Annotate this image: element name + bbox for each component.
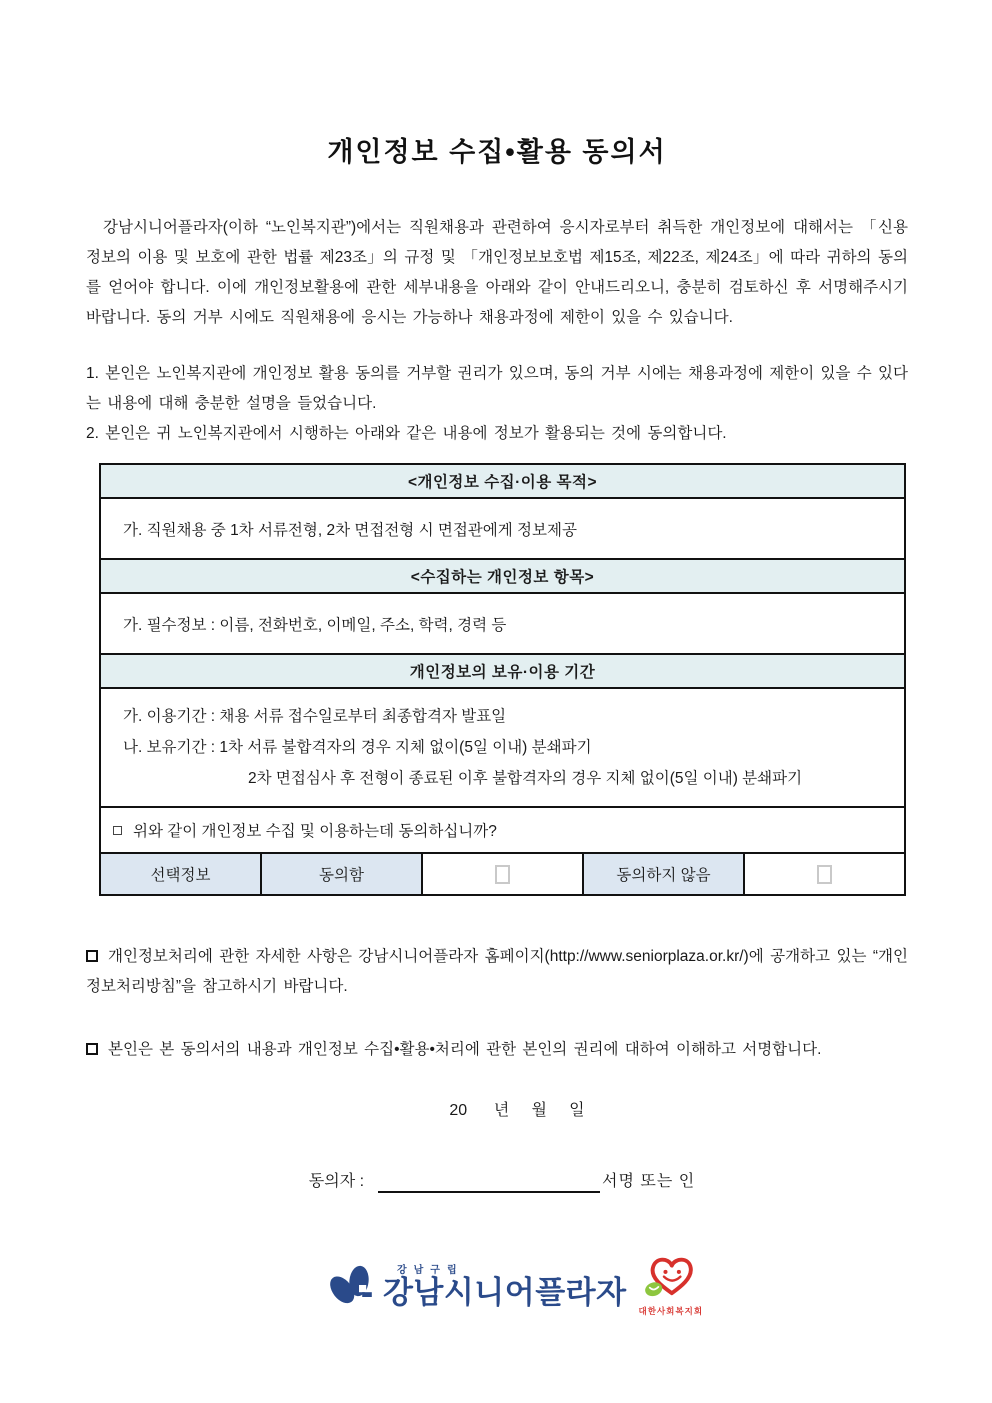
consent-question-row [100, 807, 905, 853]
footnote-signature-statement-text: 본인은 본 동의서의 내용과 개인정보 수집•활용•처리에 관한 본인의 권리에 대하여 이해하고 서명합니다. [108, 1041, 822, 1058]
footnote-signature-statement [86, 1035, 908, 1065]
agree-checkbox-cell[interactable] [422, 853, 583, 895]
disagree-checkbox[interactable] [817, 865, 832, 884]
table-cell-retention [100, 688, 905, 807]
notice-item-2: 2. 본인은 귀 노인복지관에서 시행하는 아래와 같은 내용에 정보가 활용되는 것에 동의합니다. [86, 425, 727, 442]
option-category-cell: 선택정보 [100, 853, 261, 895]
heart-smile-icon [642, 1253, 700, 1305]
page-title: 개인정보 수집•활용 동의서 [327, 137, 667, 167]
signature-field[interactable] [378, 1171, 600, 1193]
retention-line-1: 가. 이용기간 : 채용 서류 접수일로부터 최종합격자 발표일 [123, 708, 507, 725]
table-header-purpose: <개인정보 수집·이용 목적> [100, 464, 905, 498]
agree-checkbox[interactable] [495, 865, 510, 884]
gangnam-senior-plaza-logo-icon [327, 1254, 375, 1316]
bullet-square-icon [86, 1043, 98, 1055]
consent-table [99, 463, 906, 896]
disagree-checkbox-cell[interactable] [744, 853, 905, 895]
option-disagree-label-cell: 동의하지 않음 [583, 853, 744, 895]
logo-org-label: 대한사회복지회 [638, 1306, 704, 1316]
footnote-privacy-policy-text: 개인정보처리에 관한 자세한 사항은 강남시니어플라자 홈페이지(http://www.seniorplaza.or.kr/)에 공개하고 있는 “개인정보처리방침”을 참고하시기 바랍니다. [86, 948, 908, 995]
retention-line-3: 2차 면접심사 후 전형이 종료된 이후 불합격자의 경우 지체 없이(5일 이내) 분쇄파기 [248, 770, 803, 787]
intro-paragraph: 강남시니어플라자(이하 “노인복지관”)에서는 직원채용과 관련하여 응시자로부터 취득한 개인정보에 대해서는 「신용정보의 이용 및 보호에 관한 법률 제23조」의 규정 및 「개인정보보호법 제15조, 제22조, 제24조」에 따라 귀하의 동의를 얻어야 합니다. 이에 개인정보활용에 관한 세부내용을 아래와 같이 안내드리오니, 충분히 검토하신 후 서명해주시기 바랍니다. 동의 거부 시에도 직원채용에 응시는 가능하나 채용과정에 제한이 있을 수 있습니다. [86, 219, 908, 326]
consent-question-text: 위와 같이 개인정보 수집 및 이용하는데 동의하십니까? [133, 823, 497, 840]
bullet-square-icon [86, 950, 98, 962]
option-row [100, 853, 905, 895]
logo-text-block [383, 1261, 627, 1309]
footnote-privacy-policy [86, 942, 908, 1002]
table-header-retention: 개인정보의 보유·이용 기간 [100, 654, 905, 688]
signatory-label: 동의자 : [308, 1173, 365, 1190]
table-header-items: <수집하는 개인정보 항목> [100, 559, 905, 593]
notice-list [86, 359, 908, 449]
signature-suffix: 서명 또는 인 [602, 1173, 696, 1190]
welfare-association-logo [639, 1253, 703, 1317]
signature-row [86, 1168, 908, 1193]
small-square-icon [113, 826, 122, 835]
logo-district-label: 강남구립 [396, 1265, 464, 1276]
notice-item-1: 1. 본인은 노인복지관에 개인정보 활용 동의를 거부할 권리가 있으며, 동의 거부 시에는 채용과정에 제한이 있을 수 있다는 내용에 대해 충분한 설명을 들었습니다. [86, 365, 908, 412]
footer-logo [86, 1253, 908, 1317]
date-line: 20 년 월 일 [449, 1102, 585, 1119]
retention-line-2: 나. 보유기간 : 1차 서류 불합격자의 경우 지체 없이(5일 이내) 분쇄파기 [123, 739, 592, 756]
table-cell-items: 가. 필수정보 : 이름, 전화번호, 이메일, 주소, 학력, 경력 등 [100, 593, 905, 654]
logo-name-label: 강남시니어플라자 [382, 1275, 627, 1310]
option-agree-label-cell: 동의함 [261, 853, 422, 895]
table-cell-purpose: 가. 직원채용 중 1차 서류전형, 2차 면접전형 시 면접관에게 정보제공 [100, 498, 905, 559]
